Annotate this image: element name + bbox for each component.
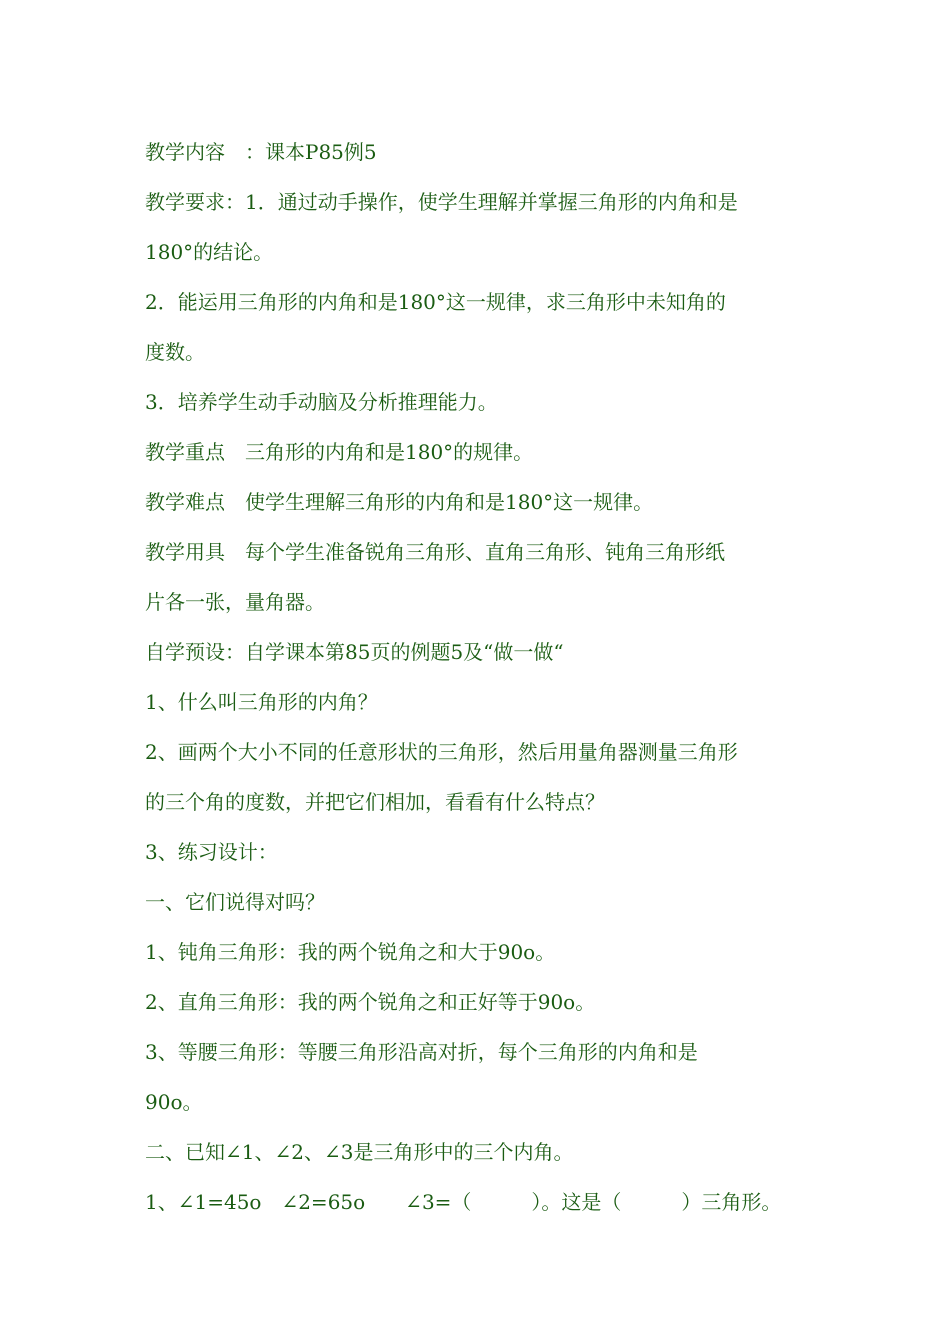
text-line-requirement-2-cont: 度数。	[145, 340, 205, 364]
text-line-question-1: 1、什么叫三角形的内角？	[145, 690, 378, 714]
text-line-difficult-point: 教学难点 使学生理解三角形的内角和是180°这一规律。	[145, 490, 654, 514]
text-line-requirement-3: 3．培养学生动手动脑及分析推理能力。	[145, 390, 498, 414]
text-line-exercise-design: 3、练习设计：	[145, 840, 278, 864]
text-line-item-1: 1、钝角三角形：我的两个锐角之和大于90o。	[145, 940, 556, 964]
text-line-key-point: 教学重点 三角形的内角和是180°的规律。	[145, 440, 534, 464]
text-line-teaching-requirements: 教学要求：1．通过动手操作，使学生理解并掌握三角形的内角和是	[145, 190, 738, 214]
text-line-section-1: 一、它们说得对吗？	[145, 890, 325, 914]
text-line-section-2: 二、已知∠1、∠2、∠3是三角形中的三个内角。	[145, 1140, 574, 1164]
text-line-self-study: 自学预设：自学课本第85页的例题5及“做一做“	[145, 640, 564, 664]
text-line-teaching-tools-cont: 片各一张，量角器。	[145, 590, 325, 614]
text-line-item-2: 2、直角三角形：我的两个锐角之和正好等于90o。	[145, 990, 596, 1014]
text-line-teaching-tools: 教学用具 每个学生准备锐角三角形、直角三角形、钝角三角形纸	[145, 540, 725, 564]
text-line-section-2-item-1: 1、∠1=45o ∠2=65o ∠3=（ ）。这是（ ）三角形。	[145, 1190, 782, 1214]
text-line-question-2-cont: 的三个角的度数，并把它们相加，看看有什么特点？	[145, 790, 605, 814]
text-line-item-3-cont: 90o。	[145, 1090, 203, 1114]
lesson-plan-text	[145, 133, 845, 1233]
text-line-question-2: 2、画两个大小不同的任意形状的三角形，然后用量角器测量三角形	[145, 740, 738, 764]
text-line-requirement-2: 2．能运用三角形的内角和是180°这一规律，求三角形中未知角的	[145, 290, 726, 314]
text-line-lesson-content: 教学内容 ：课本P85例5	[145, 140, 377, 164]
text-line-item-3: 3、等腰三角形：等腰三角形沿高对折，每个三角形的内角和是	[145, 1040, 698, 1064]
text-line-requirements-cont: 180°的结论。	[145, 240, 274, 264]
